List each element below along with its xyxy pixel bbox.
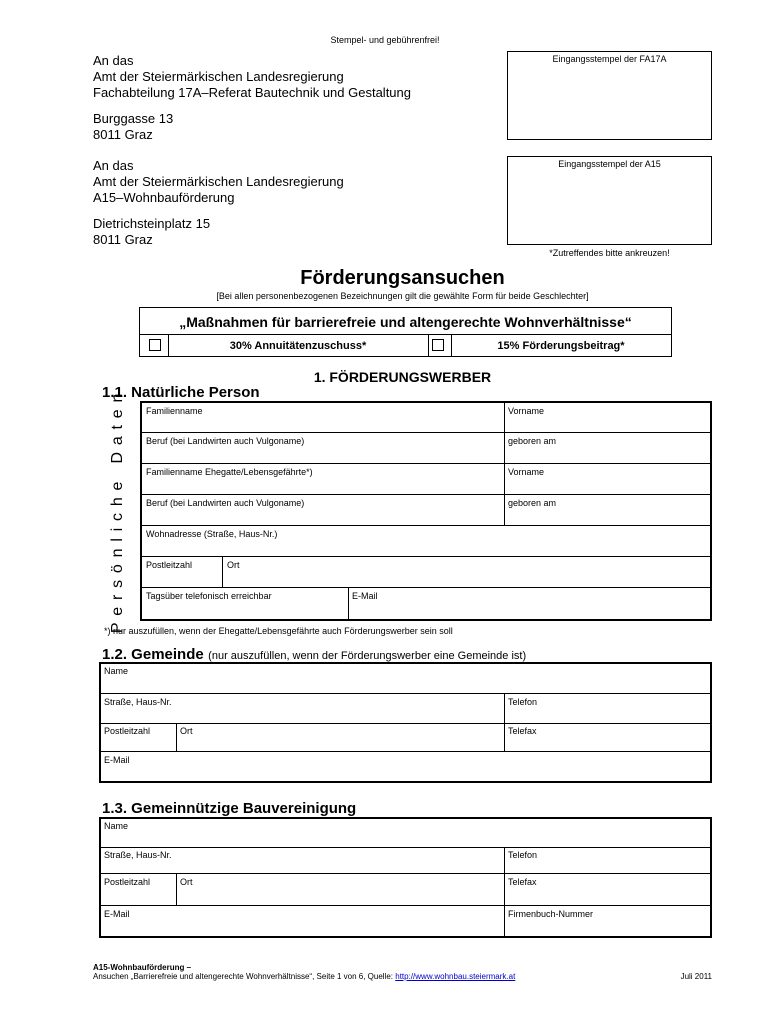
- telefon-label: Tagsüber telefonisch erreichbar: [146, 591, 272, 601]
- gemeinde-telefon-label: Telefon: [508, 697, 538, 707]
- gemeinde-email-field[interactable]: [101, 751, 710, 781]
- measure-title: „Maßnahmen für barrierefreie und altengerechte Wohnverhältnisse“: [179, 314, 632, 330]
- bv-plz-label: Postleitzahl: [104, 877, 151, 887]
- recipient2-line2: Amt der Steiermärkischen Landesregierung: [93, 174, 344, 189]
- gemeinde-strasse-field[interactable]: [101, 693, 504, 723]
- option-contribution-checkbox[interactable]: [432, 339, 444, 351]
- wohnadresse-label: Wohnadresse (Straße, Haus-Nr.): [146, 529, 278, 539]
- municipality-table: [99, 662, 712, 783]
- beruf-ehegatte-label: Beruf (bei Landwirten auch Vulgoname): [146, 498, 305, 508]
- ort-field[interactable]: [222, 556, 710, 587]
- familienname-field[interactable]: [142, 403, 504, 432]
- housing-association-table: [99, 817, 712, 938]
- recipient1-line2: Amt der Steiermärkischen Landesregierung: [93, 69, 344, 84]
- bv-ort-field[interactable]: [176, 873, 504, 905]
- telefon-field[interactable]: [142, 587, 348, 619]
- bv-name-label: Name: [104, 821, 129, 831]
- beruf-label: Beruf (bei Landwirten auch Vulgoname): [146, 436, 305, 446]
- gemeinde-ort-field[interactable]: [176, 723, 504, 751]
- recipient-address-a15: [93, 158, 344, 248]
- footer-department: A15-Wohnbauförderung –: [93, 963, 192, 972]
- section12-title: 1.2. Gemeinde: [102, 646, 204, 663]
- natural-person-table: [140, 401, 712, 621]
- email-field[interactable]: [348, 587, 710, 619]
- header-note: Stempel- und gebührenfrei!: [330, 35, 440, 45]
- section13-title: 1.3. Gemeinnützige Bauvereinigung: [102, 800, 357, 817]
- option-annuity-checkbox[interactable]: [149, 339, 161, 351]
- gemeinde-ort-label: Ort: [180, 726, 193, 736]
- vorname-ehegatte-field[interactable]: [504, 463, 710, 494]
- bv-telefon-field[interactable]: [504, 847, 710, 873]
- geboren-ehegatte-label: geboren am: [508, 498, 557, 508]
- spouse-footnote: *) nur auszufüllen, wenn der Ehegatte/Lebensgefährte auch Förderungswerber sein soll: [104, 626, 453, 636]
- footer-source: [93, 972, 515, 981]
- geboren-label: geboren am: [508, 436, 557, 446]
- recipient-address-fa17a: [93, 53, 411, 143]
- vorname-label: Vorname: [508, 406, 545, 416]
- recipient2-street: Dietrichsteinplatz 15: [93, 216, 211, 231]
- section1-title: 1. FÖRDERUNGSWERBER: [313, 369, 492, 385]
- gender-note: [Bei allen personenbezogenen Bezeichnungen gilt die gewählte Form für beide Geschlechter]: [216, 291, 589, 301]
- familienname-ehegatte-field[interactable]: [142, 463, 504, 494]
- measure-box: [139, 307, 672, 357]
- bv-strasse-field[interactable]: [101, 847, 504, 873]
- section11-title: 1.1. Natürliche Person: [102, 384, 260, 401]
- tick-note: *Zutreffendes bitte ankreuzen!: [549, 248, 670, 258]
- beruf-field[interactable]: [142, 432, 504, 463]
- familienname-label: Familienname: [146, 406, 203, 416]
- bv-plz-field[interactable]: [101, 873, 176, 905]
- vorname-field[interactable]: [504, 403, 710, 432]
- email-label: E-Mail: [352, 591, 378, 601]
- geboren-ehegatte-field[interactable]: [504, 494, 710, 525]
- postleitzahl-field[interactable]: [142, 556, 222, 587]
- gemeinde-name-label: Name: [104, 666, 129, 676]
- stamp-box-fa17a-label: Eingangsstempel der FA17A: [552, 54, 667, 64]
- gemeinde-plz-field[interactable]: [101, 723, 176, 751]
- bv-telefon-label: Telefon: [508, 850, 538, 860]
- bv-telefax-field[interactable]: [504, 873, 710, 905]
- gemeinde-telefax-label: Telefax: [508, 726, 537, 736]
- bv-email-label: E-Mail: [104, 909, 130, 919]
- bv-ort-label: Ort: [180, 877, 193, 887]
- gemeinde-name-field[interactable]: [101, 664, 710, 693]
- geboren-field[interactable]: [504, 432, 710, 463]
- bv-firmenbuch-label: Firmenbuch-Nummer: [508, 909, 594, 919]
- beruf-ehegatte-field[interactable]: [142, 494, 504, 525]
- page-title: Förderungsansuchen: [300, 267, 505, 289]
- recipient1-line1: An das: [93, 53, 134, 68]
- vorname-ehegatte-label: Vorname: [508, 467, 545, 477]
- side-label: Persönliche Daten: [109, 386, 126, 634]
- recipient2-city: 8011 Graz: [93, 232, 153, 247]
- gemeinde-strasse-label: Straße, Haus-Nr.: [104, 697, 172, 707]
- wohnadresse-field[interactable]: [142, 525, 710, 556]
- recipient1-street: Burggasse 13: [93, 111, 174, 126]
- section12-subtitle: (nur auszufüllen, wenn der Förderungswerber eine Gemeinde ist): [208, 650, 527, 662]
- bv-name-field[interactable]: [101, 819, 710, 847]
- familienname-ehegatte-label: Familienname Ehegatte/Lebensgefährte*): [146, 467, 313, 477]
- gemeinde-telefax-field[interactable]: [504, 723, 710, 751]
- stamp-box-a15: [507, 156, 712, 245]
- bv-strasse-label: Straße, Haus-Nr.: [104, 850, 172, 860]
- side-label-container: [103, 386, 133, 634]
- postleitzahl-label: Postleitzahl: [146, 560, 193, 570]
- recipient2-line1: An das: [93, 158, 134, 173]
- recipient2-line3: A15–Wohnbauförderung: [93, 190, 235, 205]
- option-contribution-label: 15% Förderungsbeitrag*: [497, 340, 625, 352]
- footer-source-link[interactable]: http://www.wohnbau.steiermark.at: [395, 972, 516, 981]
- gemeinde-email-label: E-Mail: [104, 755, 130, 765]
- footer-date: Juli 2011: [680, 972, 712, 981]
- recipient1-line3: Fachabteilung 17A–Referat Bautechnik und Gestaltung: [93, 85, 411, 100]
- option-annuity-label: 30% Annuitätenzuschuss*: [229, 340, 367, 352]
- stamp-box-a15-label: Eingangsstempel der A15: [558, 159, 661, 169]
- recipient1-city: 8011 Graz: [93, 127, 153, 142]
- gemeinde-telefon-field[interactable]: [504, 693, 710, 723]
- bv-telefax-label: Telefax: [508, 877, 537, 887]
- bv-email-field[interactable]: [101, 905, 504, 936]
- stamp-box-fa17a: [507, 51, 712, 140]
- footer-source-text: Ansuchen „Barrierefreie und altengerechte Wohnverhältnisse“, Seite 1 von 6, Quelle:: [93, 972, 396, 981]
- gemeinde-plz-label: Postleitzahl: [104, 726, 151, 736]
- bv-firmenbuch-field[interactable]: [504, 905, 710, 936]
- ort-label: Ort: [227, 560, 240, 570]
